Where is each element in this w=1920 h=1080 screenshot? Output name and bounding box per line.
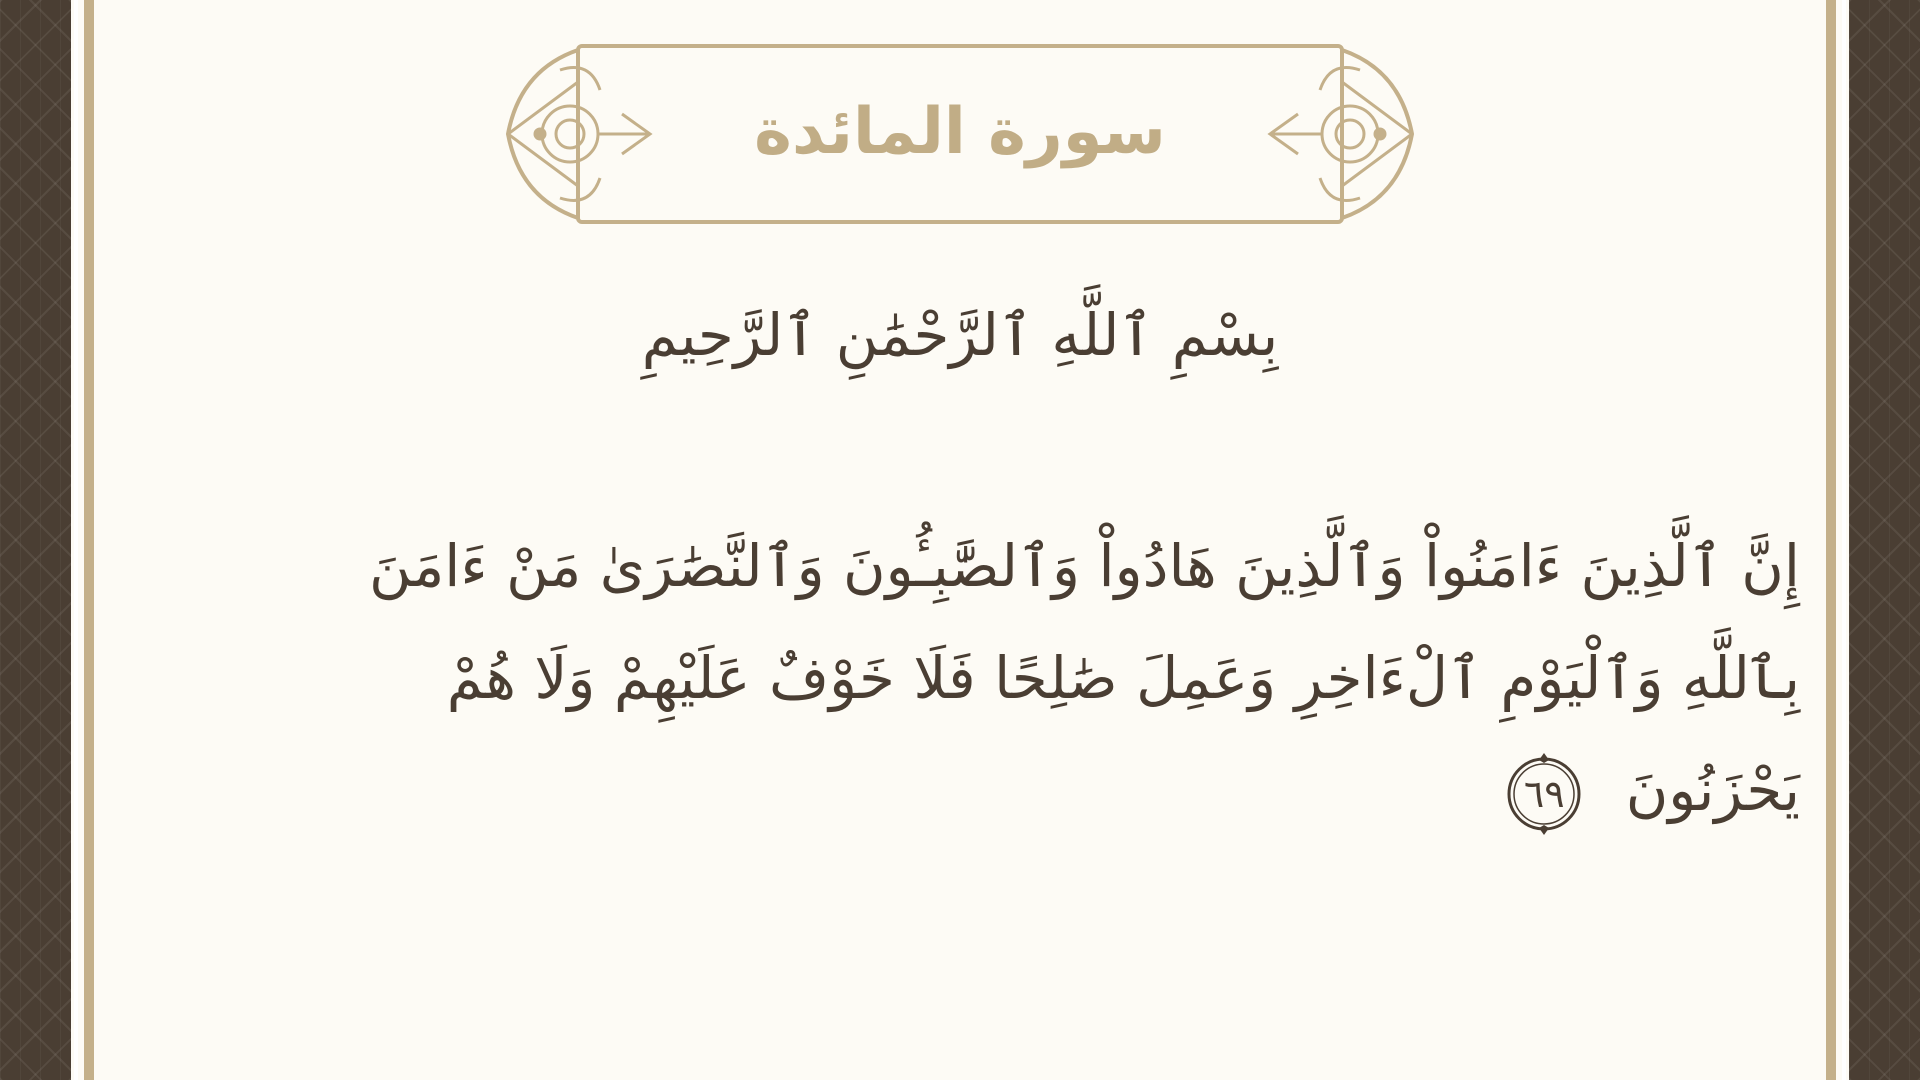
left-inner-white-rule bbox=[74, 0, 78, 1080]
surah-title: سورة المائدة bbox=[754, 95, 1166, 169]
right-gold-rule bbox=[1826, 0, 1836, 1080]
left-geometric-border bbox=[0, 0, 71, 1080]
basmala: بِسْمِ ٱللَّهِ ٱلرَّحْمَٰنِ ٱلرَّحِيمِ bbox=[641, 301, 1279, 369]
ayah-end-marker-icon bbox=[1503, 753, 1585, 835]
verse-line-3-text: يَحْزَنُونَ bbox=[1625, 756, 1800, 824]
right-geometric-border bbox=[1849, 0, 1920, 1080]
right-inner-white-rule bbox=[1842, 0, 1846, 1080]
verse-line-3 bbox=[280, 734, 1800, 846]
left-gold-rule bbox=[84, 0, 94, 1080]
verse-line-1: إِنَّ ٱلَّذِينَ ءَامَنُواْ وَٱلَّذِينَ هَادُواْ وَٱلصَّٰبِـُٔونَ وَٱلنَّصَٰرَىٰ مَنْ ءَامَنَ bbox=[369, 532, 1800, 600]
verse-text bbox=[280, 510, 1800, 846]
ayah-number: ٦٩ bbox=[1523, 771, 1565, 816]
verse-line-2: بِٱللَّهِ وَٱلْيَوْمِ ٱلْءَاخِرِ وَعَمِلَ صَٰلِحًا فَلَا خَوْفٌ عَلَيْهِمْ وَلَا هُمْ bbox=[446, 644, 1800, 712]
surah-title-cartouche bbox=[500, 40, 1420, 230]
